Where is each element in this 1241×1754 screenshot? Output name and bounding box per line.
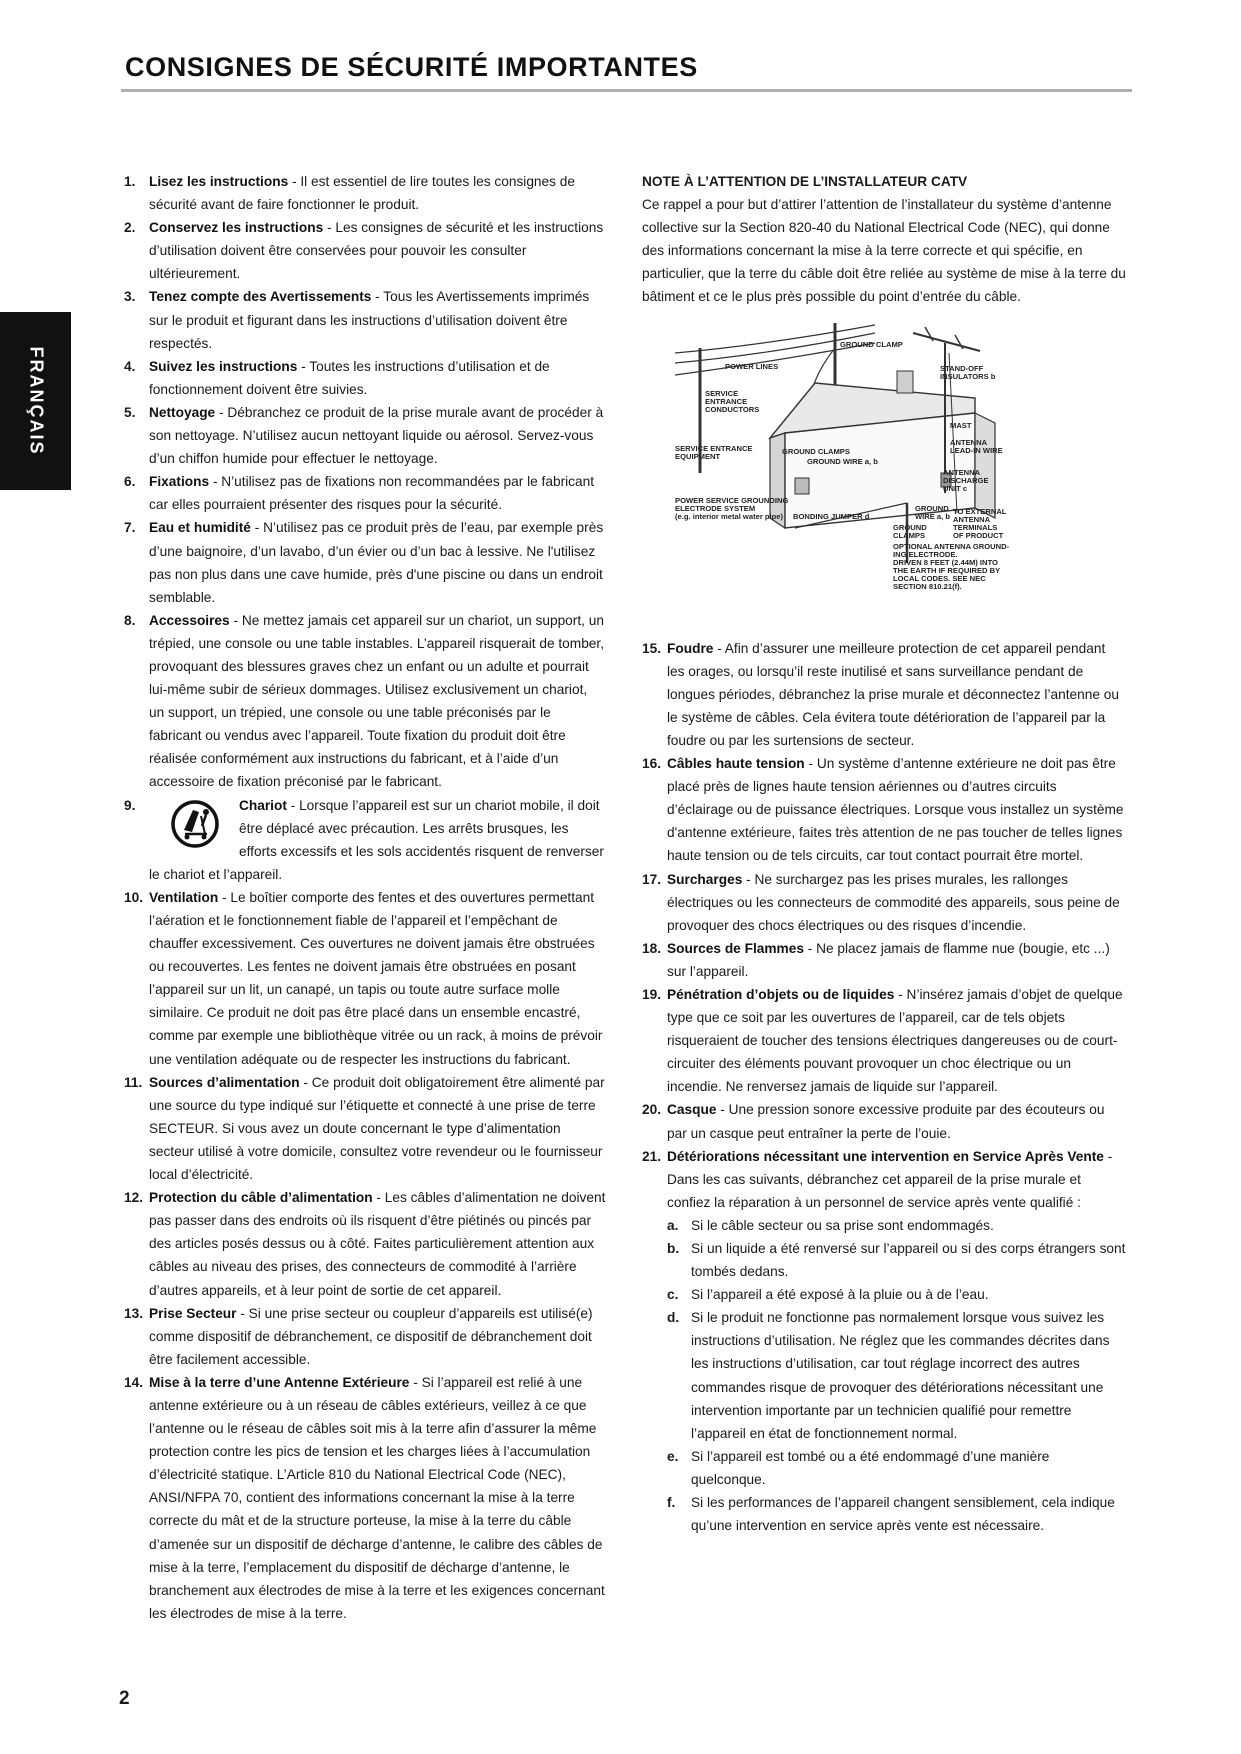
item-term: Tenez compte des Avertissements bbox=[149, 289, 372, 305]
cart-warning-icon bbox=[171, 800, 219, 848]
safety-item-7 bbox=[124, 516, 606, 608]
diagram-label: UNIT c bbox=[943, 483, 968, 493]
antenna-element bbox=[913, 333, 980, 351]
title-rule bbox=[121, 89, 1132, 92]
item-number: 1. bbox=[124, 174, 136, 189]
item-text: - Ne surchargez pas les prises murales, les rallonges électriques ou les connecteurs de commodité des appareils, sous peine de provoquer des chocs électriques ou des risques d’incendie. bbox=[667, 871, 1120, 933]
item-number: 16. bbox=[642, 756, 662, 772]
house-end-wall bbox=[975, 413, 995, 518]
note-title: NOTE À L’ATTENTION DE L’INSTALLATEUR CATV bbox=[642, 174, 968, 189]
item-text: - Les consignes de sécurité et les instructions d’utilisation doivent être conservées pour pouvoir les consulter ultérieurement. bbox=[149, 220, 604, 282]
item-number: 13. bbox=[124, 1305, 144, 1321]
diagram-label: ANTENNA bbox=[950, 437, 988, 447]
item-number: 14. bbox=[124, 1374, 144, 1390]
case-text: Si le produit ne fonctionne pas normalement lorsque vous suivez les instructions d’utilisation. Ne réglez que les commandes décrites dans les instructions d’utilisation, car tout réglage incorrect des autres commandes risque de provoquer des détériorations nécessitant une intervention importante par un technicien qualifié pour remettre l’appareil en état de fonctionnement normal. bbox=[691, 1310, 1110, 1441]
item-number: 10. bbox=[124, 889, 144, 905]
safety-item-4 bbox=[124, 355, 606, 401]
diagram-label: ANTENNA bbox=[943, 467, 981, 477]
diagram-label: DRIVEN 8 FEET (2.44M) INTO bbox=[893, 557, 998, 567]
diagram-label: POWER LINES bbox=[725, 361, 779, 371]
item-number: 2. bbox=[124, 220, 136, 236]
item-term: Prise Secteur bbox=[149, 1305, 237, 1321]
safety-item-15 bbox=[642, 637, 1126, 752]
case-letter: d. bbox=[667, 1310, 680, 1326]
item-term: Pénétration d’objets ou de liquides bbox=[667, 986, 895, 1002]
item-text: - N’utilisez pas ce produit près de l’eau, par exemple près d’une baignoire, d’un lavabo, d’un évier ou d’un bac à lessive. Ne l'utilisez pas non plus dans une cave humide, près d'une piscine ou dans un endroit semblable. bbox=[149, 520, 604, 605]
safety-item-18 bbox=[642, 937, 1126, 983]
item-term: Mise à la terre d’une Antenne Extérieure bbox=[149, 1374, 410, 1390]
diagram-label: GROUND WIRE a, b bbox=[807, 456, 878, 466]
chimney bbox=[897, 371, 913, 393]
antenna-element bbox=[955, 335, 963, 349]
item-number: 19. bbox=[642, 986, 662, 1002]
item-number: 17. bbox=[642, 871, 662, 887]
item-term: Ventilation bbox=[149, 889, 219, 905]
safety-item-11 bbox=[124, 1071, 606, 1186]
diagram-label: MAST bbox=[950, 420, 972, 430]
item-text: - Dans les cas suivants, débranchez cet appareil de la prise murale et confiez la réparation à un personnel de service après vente qualifié : bbox=[667, 1148, 1113, 1210]
diagram-label: ANTENNA bbox=[953, 514, 991, 524]
safety-item-2 bbox=[124, 216, 606, 285]
service-case-f bbox=[642, 1491, 1126, 1537]
item-number: 5. bbox=[124, 404, 136, 420]
item-term: Accessoires bbox=[149, 612, 230, 628]
case-text: Si les performances de l’appareil changent sensiblement, cela indique qu’une intervention en service après vente est nécessaire. bbox=[691, 1495, 1115, 1534]
diagram-label: SERVICE bbox=[705, 388, 739, 398]
item-text: - Ne mettez jamais cet appareil sur un chariot, un support, un trépied, une console ou une table instables. L’appareil risquerait de tomber, provoquant des blessures graves chez un enfant ou un adulte et pourrait lui-même subir de sérieux dommages. Utilisez exclusivement un chariot, un support, un trépied, une console ou une table préconisés par le fabricant ou vendus avec l’appareil. Toute fixation du produit doit être réalisée conformément aux instructions du fabricant, et à l’aide d’un accessoire de fixation préconisé par le fabricant. bbox=[149, 612, 605, 790]
service-case-d bbox=[642, 1306, 1126, 1445]
item-number: 6. bbox=[124, 474, 136, 490]
diagram-label: GROUND CLAMPS bbox=[782, 446, 850, 456]
service-case-c bbox=[642, 1283, 1126, 1306]
case-letter: a. bbox=[667, 1217, 679, 1233]
case-letter: b. bbox=[667, 1241, 680, 1256]
item-term: Protection du câble d’alimentation bbox=[149, 1190, 373, 1206]
diagram-label: ING ELECTRODE. bbox=[893, 549, 958, 559]
right-column bbox=[642, 170, 1126, 1537]
safety-item-8 bbox=[124, 609, 606, 794]
item-text: - Ne placez jamais de flamme nue (bougie, etc ...) sur l’appareil. bbox=[667, 940, 1110, 979]
item-number: 11. bbox=[124, 1074, 143, 1090]
safety-item-1 bbox=[124, 170, 606, 216]
case-letter: f. bbox=[667, 1495, 676, 1511]
diagram-label: OF PRODUCT bbox=[953, 530, 1004, 540]
item-term: Détériorations nécessitant une intervention en Service Après Vente bbox=[667, 1148, 1104, 1164]
page-number: 2 bbox=[119, 1688, 130, 1709]
case-text: Si l’appareil a été exposé à la pluie ou à de l’eau. bbox=[691, 1287, 989, 1303]
safety-item-21 bbox=[642, 1145, 1126, 1214]
diagram-label: SERVICE ENTRANCE bbox=[675, 443, 753, 453]
safety-item-3 bbox=[124, 285, 606, 354]
item-term: Lisez les instructions bbox=[149, 174, 289, 189]
item-term: Fixations bbox=[149, 474, 210, 490]
item-text: - Si l’appareil est relié à une antenne extérieure ou à un réseau de câbles extérieurs, veillez à ce que l’antenne ou le réseau de câbles soit mis à la terre afin d’assurer la même protection contre les pics de tension et les charges liées à l’accumulation d’électricité statique. L’Article 810 du National Electrical Code (NEC), ANSI/NFPA 70, contient des informations concernant la mise à la terre correcte du mât et de la structure porteuse, la mise à la terre du câble d’amenée sur un dispositif de décharge d’antenne, le calibre des câbles de mise à la terre, l’emplacement du dispositif de décharge d’antenne, le branchement aux électrodes de mise à la terre et les exigences concernant les électrodes de mise à la terre. bbox=[149, 1374, 605, 1621]
item-text: - Une pression sonore excessive produite par des écouteurs ou par un casque peut entraîner la perte de l’ouie. bbox=[667, 1102, 1105, 1141]
case-text: Si un liquide a été renversé sur l’appareil ou si des corps étrangers sont tombés dedans. bbox=[691, 1241, 1126, 1280]
item-text: - Ce produit doit obligatoirement être alimenté par une source du type indiqué sur l’étiquette et connecté à une prise de terre SECTEUR. Si vous avez un doute concernant le type d’alimentation secteur utilisé à votre domicile, consultez votre revendeur ou le fournisseur local d’électricité. bbox=[149, 1074, 605, 1183]
safety-item-16 bbox=[642, 752, 1126, 867]
diagram-label: OPTIONAL ANTENNA GROUND- bbox=[893, 541, 1010, 551]
diagram-label: LEAD-IN WIRE bbox=[950, 445, 1003, 455]
item-text: - Si une prise secteur ou coupleur d’appareils est utilisé(e) comme dispositif de débranchement, ce dispositif de débranchement doit être facilement accessible. bbox=[149, 1305, 593, 1367]
diagram-label: ENTRANCE bbox=[705, 396, 748, 406]
item-number: 3. bbox=[124, 289, 136, 305]
safety-item-10 bbox=[124, 886, 606, 1071]
diagram-label: WIRE a, b bbox=[915, 511, 951, 521]
note-text: Ce rappel a pour but d’attirer l’attention de l’installateur du système d’antenne collective sur la Section 820-40 du National Electrical Code (NEC), qui donne des informations concernant la mise à la terre correcte et qui spécifie, en particulier, que la terre du câble doit être reliée au système de mise à la terre du bâtiment et ce le plus près possible du point d’entrée du câble. bbox=[642, 197, 1126, 305]
antenna-grounding-diagram bbox=[675, 323, 1055, 623]
diagram-label: STAND-OFF bbox=[940, 363, 984, 373]
catv-installer-note bbox=[642, 170, 1126, 309]
item-number: 4. bbox=[124, 358, 136, 374]
diagram-label: THE EARTH IF REQUIRED BY bbox=[893, 565, 1001, 575]
page-title: CONSIGNES DE SÉCURITÉ IMPORTANTES bbox=[125, 52, 698, 82]
diagram-label: GROUND bbox=[893, 522, 927, 532]
safety-item-19 bbox=[642, 983, 1126, 1098]
item-text: - N’insérez jamais d’objet de quelque type que ce soit par les ouvertures de l’appareil, car de tels objets risqueraient de toucher des tensions électriques dangereuses ou de court-circuiter des éléments pouvant provoquer un choc électrique ou un incendie. Ne renversez jamais de liquide sur l’appareil. bbox=[667, 986, 1123, 1095]
language-side-tab bbox=[0, 312, 71, 490]
diagram-label: BONDING JUMPER d bbox=[793, 511, 870, 521]
case-text: Si l’appareil est tombé ou a été endommagé d’une manière quelconque. bbox=[691, 1448, 1050, 1487]
item-term: Sources de Flammes bbox=[667, 940, 804, 956]
safety-item-14 bbox=[124, 1371, 606, 1625]
item-number: 8. bbox=[124, 612, 136, 628]
safety-item-9 bbox=[124, 794, 606, 886]
item-term: Casque bbox=[667, 1102, 717, 1118]
safety-item-6 bbox=[124, 470, 606, 516]
item-text: - Débranchez ce produit de la prise murale avant de procéder à son nettoyage. N’utilisez aucun nettoyant liquide ou aérosol. Servez-vous d’un chiffon humide pour effectuer le nettoyage. bbox=[149, 404, 604, 467]
item-term: Câbles haute tension bbox=[667, 756, 805, 772]
diagram-label: TERMINALS bbox=[953, 522, 998, 532]
item-text: - Le boîtier comporte des fentes et des ouvertures permettant l’aération et le fonctionnement fiable de l’appareil et l’empêchant de chauffer excessivement. Ces ouvertures ne doivent jamais être obstruées ou recouvertes. Les fentes ne doivent jamais être obstruées en posant l’appareil sur un lit, un canapé, un tapis ou toute autre surface molle similaire. Ce produit ne doit pas être placé dans un ensemble encastré, comme par exemple une bibliothèque vitrée ou un rack, à moins de prévoir une ventilation adéquate ou de respecter les instructions du fabricant. bbox=[149, 889, 603, 1067]
item-term: Chariot bbox=[239, 797, 287, 813]
diagram-label: SECTION 810.21(f). bbox=[893, 581, 962, 591]
item-number: 21. bbox=[642, 1148, 662, 1164]
item-text: - Toutes les instructions d’utilisation et de fonctionnement doivent être suivies. bbox=[149, 358, 550, 397]
service-case-b bbox=[642, 1237, 1126, 1283]
service-case-e bbox=[642, 1445, 1126, 1491]
language-label: FRANÇAIS bbox=[26, 346, 46, 456]
item-term: Foudre bbox=[667, 640, 714, 656]
safety-item-5 bbox=[124, 401, 606, 470]
item-term: Suivez les instructions bbox=[149, 358, 298, 374]
item-number: 20. bbox=[642, 1102, 662, 1118]
item-text: - Lorsque l’appareil est sur un chariot mobile, il doit être déplacé avec précaution. Les arrêts brusques, les efforts excessifs et les sols accidentés risquent de renverser le chariot et l’appareil. bbox=[149, 797, 604, 882]
diagram-label: POWER SERVICE GROUNDING bbox=[675, 495, 789, 505]
item-text: - Tous les Avertissements imprimés sur le produit et figurant dans les instructions d’utilisation doivent être respectés. bbox=[149, 289, 590, 351]
left-column bbox=[124, 170, 606, 1625]
antenna-element bbox=[925, 327, 933, 341]
safety-item-17 bbox=[642, 868, 1126, 937]
diagram-label: INSULATORS b bbox=[940, 371, 996, 381]
diagram-label: (e.g. interior metal water pipe) bbox=[675, 511, 784, 521]
diagram-label: CLAMPS bbox=[893, 530, 926, 540]
service-case-a bbox=[642, 1214, 1126, 1237]
item-number: 15. bbox=[642, 640, 662, 656]
item-number: 9. bbox=[124, 797, 136, 813]
diagram-label: GROUND CLAMP bbox=[840, 339, 903, 349]
case-text: Si le câble secteur ou sa prise sont endommagés. bbox=[691, 1217, 994, 1233]
item-number: 7. bbox=[124, 520, 136, 536]
case-letter: c. bbox=[667, 1287, 679, 1303]
item-term: Nettoyage bbox=[149, 404, 216, 420]
safety-item-13 bbox=[124, 1302, 606, 1371]
diagram-label: CONDUCTORS bbox=[705, 404, 760, 414]
diagram-label: ELECTRODE SYSTEM bbox=[675, 503, 756, 513]
service-entrance-box bbox=[795, 478, 809, 494]
item-text: - N’utilisez pas de fixations non recommandées par le fabricant car elles pourraient présenter des risques pour la sécurité. bbox=[149, 474, 595, 513]
diagram-label: GROUND bbox=[915, 503, 949, 513]
item-term: Surcharges bbox=[667, 871, 743, 887]
case-letter: e. bbox=[667, 1448, 679, 1464]
item-number: 12. bbox=[124, 1190, 144, 1206]
item-text: - Il est essentiel de lire toutes les consignes de sécurité avant de faire fonctionner le produit. bbox=[149, 174, 576, 213]
item-number: 18. bbox=[642, 940, 662, 956]
item-term: Sources d’alimentation bbox=[149, 1074, 300, 1090]
item-text: - Afin d’assurer une meilleure protection de cet appareil pendant les orages, ou lorsqu’il reste inutilisé et sans surveillance pendant de longues périodes, débranchez la prise murale et déconnectez l’antenne ou le système de câbles. Cela évitera toute détérioration de l’appareil par la foudre ou par les surtensions de secteur. bbox=[667, 640, 1119, 748]
item-term: Conservez les instructions bbox=[149, 220, 324, 236]
diagram-label: LOCAL CODES. SEE NEC bbox=[893, 573, 986, 583]
diagram-label: EQUIPMENT bbox=[675, 451, 721, 461]
item-text: - Les câbles d’alimentation ne doivent pas passer dans des endroits où ils risquent d’être piétinés ou pincés par des articles posés dessus ou à côté. Faites particulièrement attention aux câbles au niveau des prises, des connecteurs de commodité à l’arrière d’autres appareils, et à leur point de sortie de cet appareil. bbox=[149, 1190, 606, 1298]
diagram-label: DISCHARGE bbox=[943, 475, 989, 485]
safety-item-12 bbox=[124, 1186, 606, 1301]
item-text: - Un système d’antenne extérieure ne doit pas être placé près de lignes haute tension aériennes ou d’autres circuits d’éclairage ou de puissance électriques. Lorsque vous installez un système d'antenne extérieure, faites très attention de ne pas toucher de telles lignes haute tension ou de tels circuits, car tout contact pourrait être mortel. bbox=[667, 756, 1124, 864]
item-term: Eau et humidité bbox=[149, 520, 251, 536]
diagram-label: TO EXTERNAL bbox=[953, 506, 1007, 516]
safety-item-20 bbox=[642, 1098, 1126, 1144]
